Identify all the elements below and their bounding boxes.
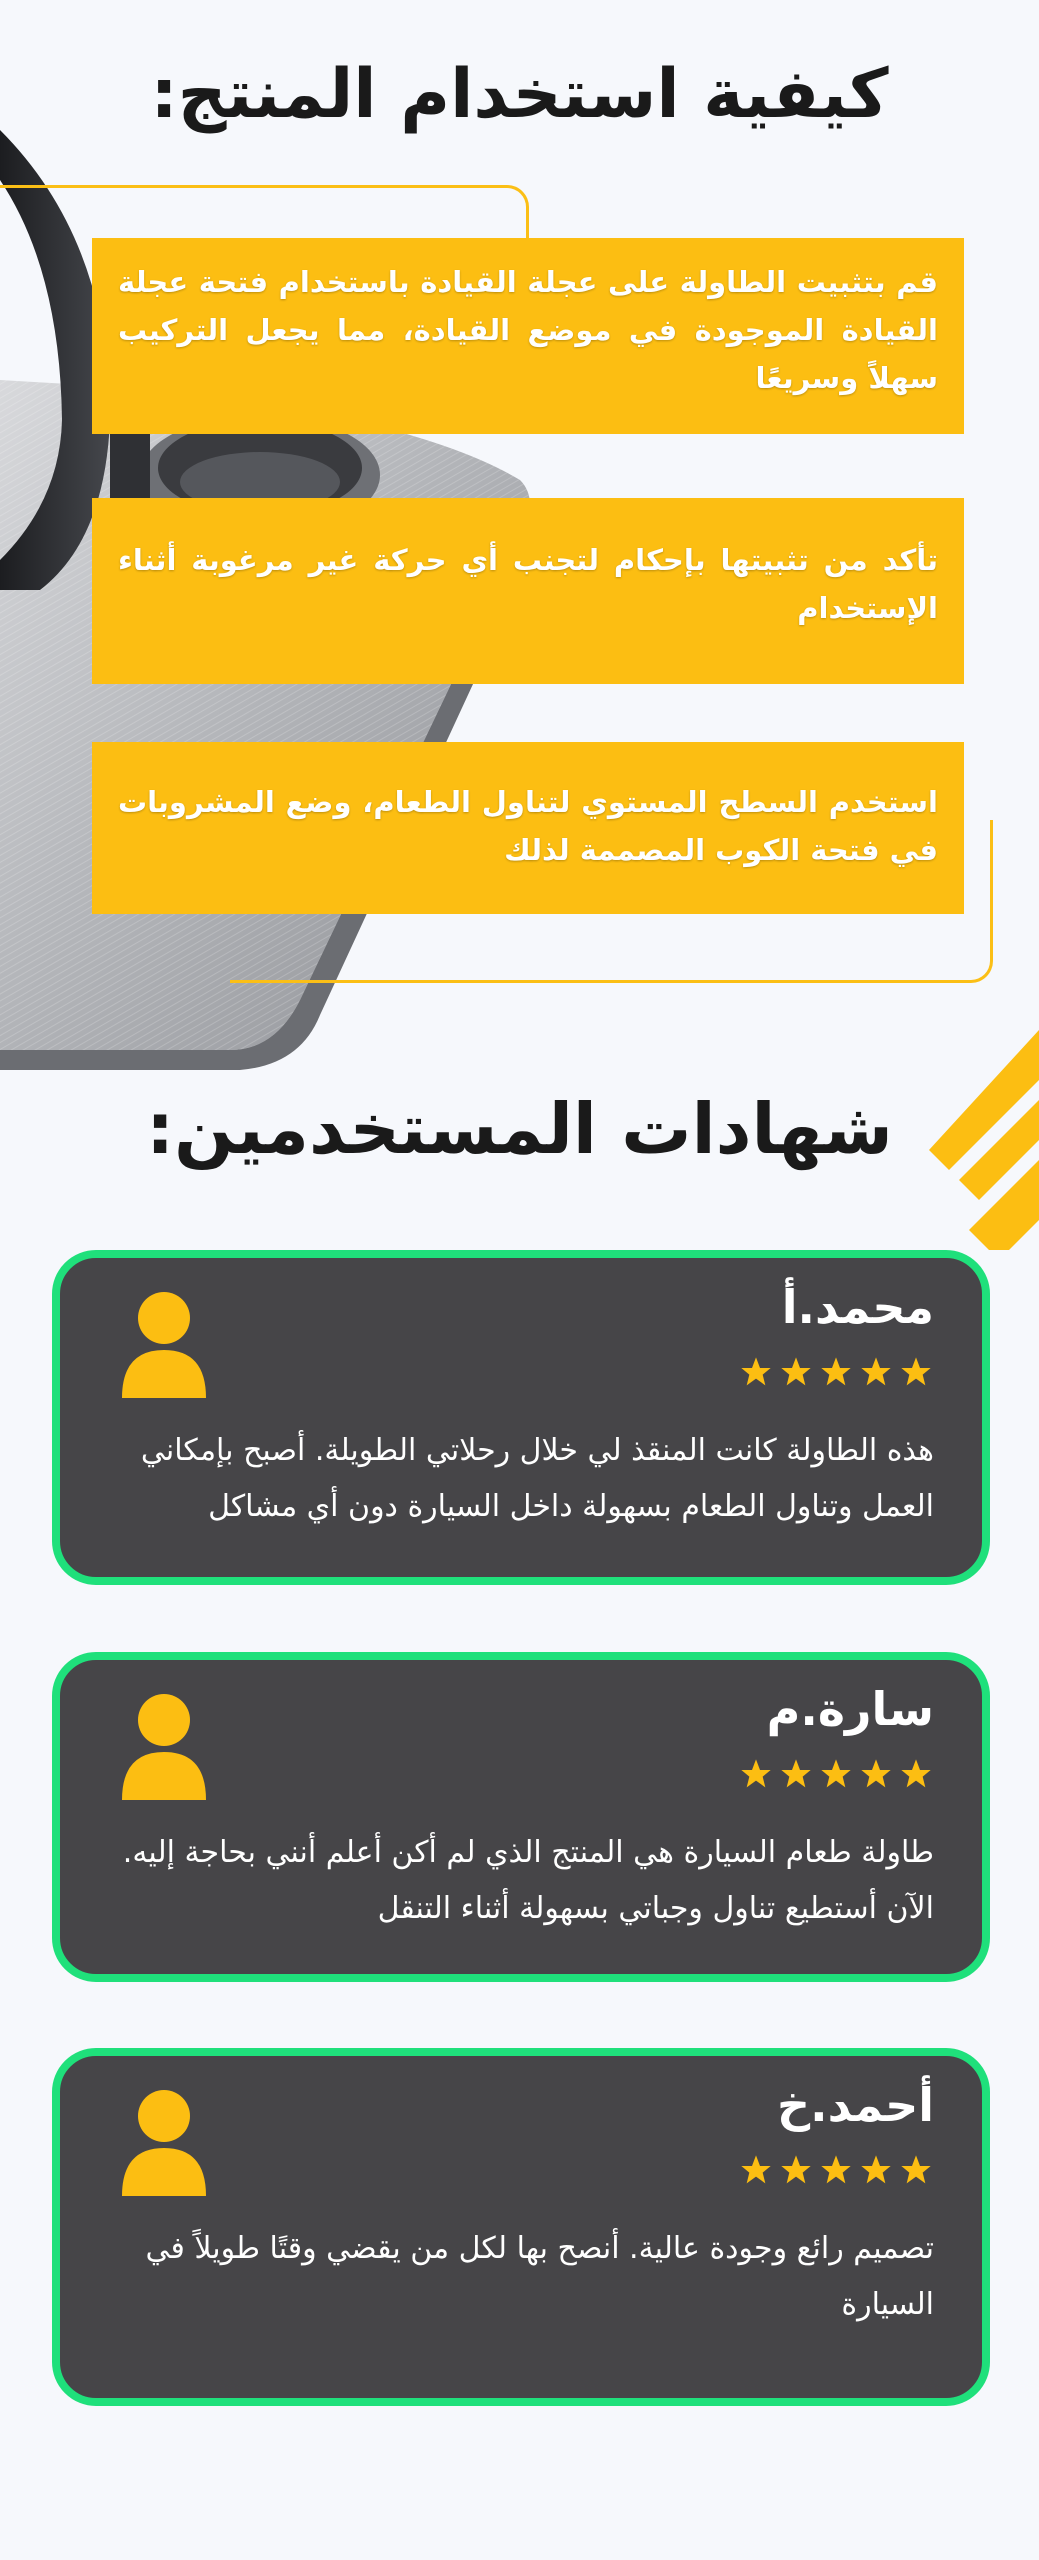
star-icon — [820, 1758, 852, 1790]
user-avatar-icon — [120, 1692, 208, 1800]
star-icon — [900, 1356, 932, 1388]
star-icon — [780, 2154, 812, 2186]
star-icon — [740, 1356, 772, 1388]
usage-heading: كيفية استخدام المنتج: — [150, 55, 889, 134]
star-icon — [740, 1758, 772, 1790]
usage-step-3: استخدم السطح المستوي لتناول الطعام، وضع المشروبات في فتحة الكوب المصممة لذلك — [92, 742, 964, 914]
testimonial-text: هذه الطاولة كانت المنقذ لي خلال رحلاتي الطويلة. أصبح بإمكاني العمل وتناول الطعام بسهولة داخل السيارة دون أي مشاكل — [140, 1433, 934, 1524]
testimonial-name: أحمد.خ — [777, 2078, 934, 2132]
user-avatar-icon — [120, 2088, 208, 2196]
user-avatar-icon — [120, 1290, 208, 1398]
star-icon — [780, 1356, 812, 1388]
star-rating — [740, 2154, 932, 2186]
star-rating — [740, 1758, 932, 1790]
testimonial-name: سارة.م — [766, 1682, 934, 1736]
star-icon — [740, 2154, 772, 2186]
star-icon — [820, 2154, 852, 2186]
usage-step-1: قم بتثبيت الطاولة على عجلة القيادة باستخدام فتحة عجلة القيادة الموجودة في موضع القيادة، مما يجعل التركيب سهلاً وسريعًا — [92, 238, 964, 434]
star-icon — [860, 1356, 892, 1388]
testimonial-text: طاولة طعام السيارة هي المنتج الذي لم أكن أعلم أنني بحاجة إليه. الآن أستطيع تناول وجباتي بسهولة أثناء التنقل — [122, 1835, 934, 1926]
testimonial-card — [52, 1652, 990, 1982]
testimonial-text: تصميم رائع وجودة عالية. أنصح بها لكل من يقضي وقتًا طويلاً في السيارة — [145, 2231, 934, 2322]
star-rating — [740, 1356, 932, 1388]
testimonials-heading: شهادات المستخدمين: — [146, 1088, 893, 1170]
star-icon — [780, 1758, 812, 1790]
star-icon — [860, 2154, 892, 2186]
star-icon — [900, 2154, 932, 2186]
testimonial-name: محمد.أ — [781, 1280, 934, 1334]
testimonial-card — [52, 2048, 990, 2406]
star-icon — [820, 1356, 852, 1388]
star-icon — [860, 1758, 892, 1790]
star-icon — [900, 1758, 932, 1790]
usage-step-2: تأكد من تثبيتها بإحكام لتجنب أي حركة غير مرغوبة أثناء الإستخدام — [92, 498, 964, 684]
testimonial-card — [52, 1250, 990, 1585]
